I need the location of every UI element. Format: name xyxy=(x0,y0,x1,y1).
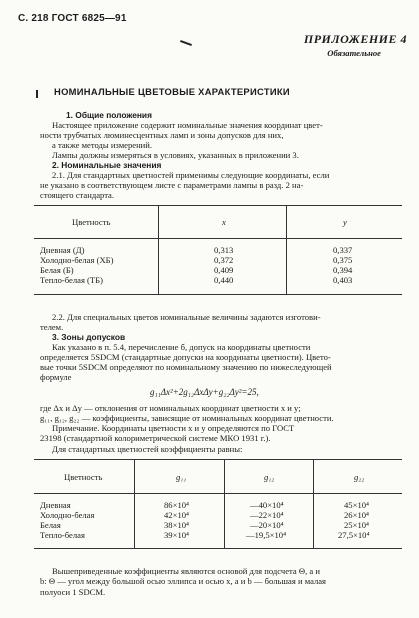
table-cell: 0,372 xyxy=(214,255,234,265)
table-header: y xyxy=(343,217,347,227)
section2-line: не указано в соответствующем листе с параметрами лампы в разд. 2 на- xyxy=(40,180,304,190)
closing-line: Вышеприведенные коэффициенты являются основой для подсчета Θ, a и xyxy=(52,566,320,576)
table-cell: 0,313 xyxy=(214,245,234,255)
section3-line: g₁₁, g₁₂, g₂₂ — коэффициенты, зависящие от номинальных координат цветности. xyxy=(40,413,334,423)
table-divider xyxy=(134,459,135,548)
table-divider xyxy=(158,205,159,294)
section3-line: вые точки 5SDCM определяют по номинальному значению по нижеследующей xyxy=(40,362,332,372)
table-rule xyxy=(34,294,402,295)
table-cell: 0,337 xyxy=(333,245,353,255)
table-cell: 0,403 xyxy=(333,275,353,285)
table-rule xyxy=(34,459,402,460)
table-cell: Холодно-белая (ХБ) xyxy=(40,255,114,265)
table-cell: —19,5×10⁴ xyxy=(246,530,287,540)
section2-line: 2.1. Для стандартных цветностей применимы следующие координаты, если xyxy=(52,170,330,180)
section2-line: стоящего стандарта. xyxy=(40,190,115,200)
section3-line: где Δx и Δy — отклонения от номинальных координат цветности x и y; xyxy=(40,403,301,413)
table-cell: 0,375 xyxy=(333,255,353,265)
closing-line: b: Θ — угол между большой осью эллипса и осью x, a и b — большая и малая xyxy=(40,576,327,586)
table-cell: Дневная (Д) xyxy=(40,245,85,255)
table-cell: 0,394 xyxy=(333,265,353,275)
section3-heading: 3. Зоны допусков xyxy=(52,332,126,342)
note-line: Примечание. Координаты цветности x и y определяются по ГОСТ xyxy=(52,423,295,433)
section1-line: ности трубчатых люминесцентных ламп и зоны допусков для них, xyxy=(40,130,284,140)
table-cell: —22×10⁴ xyxy=(250,510,284,520)
section1-line: Настоящее приложение содержит номинальные значения координат цвет- xyxy=(52,120,323,130)
scan-mark xyxy=(180,40,192,46)
section3-line: формуле xyxy=(40,372,72,382)
table-header: Цветность xyxy=(64,472,103,482)
closing-line: полуоси 1 SDCM. xyxy=(40,587,106,597)
table-cell: Холодно-белая xyxy=(40,510,95,520)
section2-heading: 2. Номинальные значения xyxy=(52,160,162,170)
table-divider xyxy=(286,205,287,294)
table-cell: Тепло-белая xyxy=(40,530,85,540)
table-cell: Белая xyxy=(40,520,61,530)
table-divider xyxy=(313,459,314,548)
section3-line: Для стандартных цветностей коэффициенты равны: xyxy=(52,444,243,454)
table-cell: 27,5×10⁴ xyxy=(338,530,370,540)
paragraph-line: телем. xyxy=(40,322,64,332)
table-cell: —40×10⁴ xyxy=(250,500,284,510)
table-cell: Дневная xyxy=(40,500,71,510)
section3-line: Как указано в п. 5.4, перечисление б, допуск на координаты цветности xyxy=(52,342,311,352)
table-cell: 38×10⁴ xyxy=(164,520,190,530)
table-header: Цветность xyxy=(72,217,111,227)
table-header: g₁₁ xyxy=(176,472,187,482)
appendix-title: ПРИЛОЖЕНИЕ 4 xyxy=(303,32,407,46)
table-rule xyxy=(34,493,402,494)
formula: g₁₁Δx²+2g₁₂ΔxΔy+g₂₂Δy²=25, xyxy=(150,387,259,397)
table-cell: 39×10⁴ xyxy=(164,530,190,540)
section1-line: Лампы должны измеряться в условиях, указанных в приложении 3. xyxy=(52,150,299,160)
table-cell: 0,409 xyxy=(214,265,234,275)
table-rule xyxy=(34,205,402,206)
table-header: x xyxy=(222,217,226,227)
scan-mark xyxy=(36,90,38,98)
table-cell: Тепло-белая (ТБ) xyxy=(40,275,103,285)
note-line: 23198 (стандартной колориметрической системе МКО 1931 г.). xyxy=(40,433,271,443)
table-rule xyxy=(34,548,402,549)
appendix-note: Обязательное xyxy=(327,48,381,58)
table-header: g₂₂ xyxy=(354,472,365,482)
table-cell: —20×10⁴ xyxy=(250,520,284,530)
table-header: g₁₂ xyxy=(264,472,275,482)
table-cell: 25×10⁴ xyxy=(344,520,370,530)
table-cell: 86×10⁴ xyxy=(164,500,190,510)
section3-line: определяется 5SDCM (стандартные допуски на координаты цветности). Цвето- xyxy=(40,352,331,362)
table-divider xyxy=(224,459,225,548)
table-cell: 0,440 xyxy=(214,275,234,285)
page-header-left: С. 218 ГОСТ 6825—91 xyxy=(18,13,127,24)
table-cell: 42×10⁴ xyxy=(164,510,190,520)
table-rule xyxy=(34,238,402,239)
table-cell: 45×10⁴ xyxy=(344,500,370,510)
table-cell: 26×10⁴ xyxy=(344,510,370,520)
section1-line: а также методы измерений. xyxy=(52,140,153,150)
table-cell: Белая (Б) xyxy=(40,265,74,275)
paragraph-line: 2.2. Для специальных цветов номинальные величины задаются изготови- xyxy=(52,312,321,322)
section1-heading: 1. Общие положения xyxy=(66,110,152,120)
document-title: НОМИНАЛЬНЫЕ ЦВЕТОВЫЕ ХАРАКТЕРИСТИКИ xyxy=(54,86,290,97)
